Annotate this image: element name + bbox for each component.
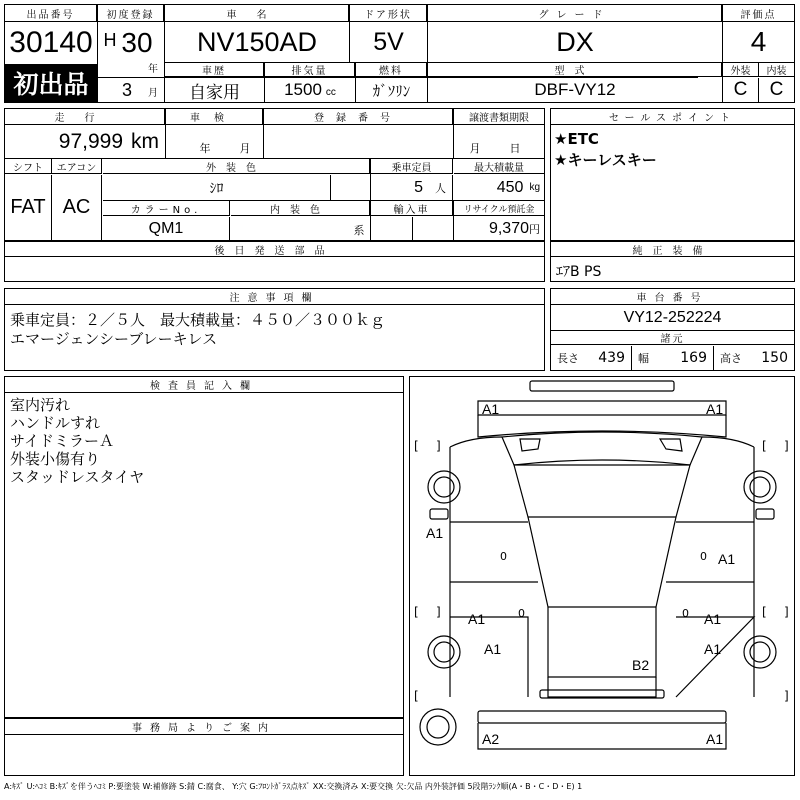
legend-text: A:ｷｽﾞ U:ﾍｺﾐ B:ｷｽﾞを伴うﾍｺﾐ P:要塗装 W:補修跡 S:錆 C:腐食、 Y:穴 G:ﾌﾛﾝﾄｶﾞﾗｽ点ｷｽﾞ XX:交換済み X:要交換 欠:欠品 内外装評価 5段階ﾗﾝｸ順(A・B・C・D・E) 1 [4, 782, 583, 791]
color-number: QM1 [103, 217, 230, 240]
air-conditioner: AC [52, 175, 102, 240]
recycle-value: 9,370 [488, 219, 529, 237]
bracket-mark: ] [784, 605, 789, 619]
load-unit: kg [529, 182, 540, 193]
height-value: 150 [761, 350, 788, 366]
height-label: 高さ [720, 352, 742, 365]
damage-diagram [409, 376, 795, 776]
damage-mark: A1 [704, 611, 722, 627]
damage-mark: A1 [482, 401, 500, 417]
shift-label: シフト [5, 159, 52, 174]
bracket-mark: [ [414, 439, 419, 453]
mileage [5, 126, 165, 158]
inspector-line-1: 室内汚れ [10, 396, 71, 414]
disp-unit: cc [325, 86, 336, 98]
capacity-label: 乗車定員 [371, 159, 453, 174]
reg-year: 30 [121, 27, 153, 58]
bracket-mark: ] [784, 689, 789, 703]
lot-number: 30140 [9, 26, 93, 59]
displacement [265, 78, 355, 102]
grade: DX [556, 26, 594, 57]
mileage-label: 走行 [5, 109, 165, 125]
transfer-label: 譲渡書類期限 [454, 109, 544, 125]
sales-point-section [550, 108, 795, 241]
int-label: 内装 [759, 63, 794, 77]
load-label: 最大積載量 [454, 159, 544, 174]
chassis-number: VY12-252224 [623, 309, 722, 326]
bracket-mark: [ [414, 605, 419, 619]
damage-mark: A2 [482, 731, 500, 747]
disp-value: 1500 [284, 80, 322, 99]
spec-label: 諸元 [551, 330, 794, 345]
length-label: 長さ [557, 352, 579, 365]
damage-mark: A1 [426, 525, 444, 541]
plate-label: 登録番号 [264, 109, 453, 125]
chassis-label: 車台番号 [551, 289, 794, 305]
inspector-line-4: 外装小傷有り [10, 450, 101, 468]
damage-mark: A1 [718, 551, 736, 567]
notice-line-1: 乗車定員：２／５人 最大積載量：４５０／３００ｋｇ [10, 311, 386, 329]
era: H [103, 29, 117, 50]
car-name: NV150AD [196, 26, 318, 57]
reg-label: 初度登録 [98, 5, 164, 22]
model-label: 型式 [428, 63, 722, 77]
car-label: 車名 [165, 5, 349, 22]
reg-month: 3 [121, 79, 132, 100]
damage-mark: A1 [706, 731, 724, 747]
sales-point-1: ★ETC [554, 130, 599, 148]
recycle-label: リサイクル預託金 [454, 201, 544, 216]
door-label: ドア形状 [350, 5, 427, 22]
bracket-mark: [ [414, 689, 419, 703]
load-value: 450 [496, 178, 524, 196]
handle-mark: 0 [500, 550, 507, 563]
ac-label: エアコン [52, 159, 102, 174]
notice-label: 注意事項欄 [5, 289, 544, 305]
bracket-mark: ] [436, 439, 441, 453]
length [551, 346, 632, 370]
import-label: 輸入車 [371, 201, 453, 216]
inspector-line-2: ハンドルすれ [10, 414, 101, 432]
year-unit: 年 [148, 63, 158, 75]
inspector-line-3: サイドミラーＡ [10, 432, 114, 450]
recycle-deposit [454, 217, 544, 240]
intcolor-unit: 系 [353, 224, 365, 237]
damage-mark: A1 [706, 401, 724, 417]
shift: FAT [5, 175, 52, 240]
color-label: 外装色 [103, 159, 370, 174]
grade-label: グレード [428, 5, 722, 22]
length-value: 439 [598, 350, 625, 366]
capacity-unit: 人 [435, 182, 446, 195]
colorno-label: カラーNo. [103, 201, 230, 216]
damage-mark: A1 [484, 641, 502, 657]
inspection-label: 車検 [166, 109, 263, 125]
damage-mark: A1 [468, 611, 486, 627]
bracket-mark: [ [762, 439, 767, 453]
car-outline-diagram [410, 377, 794, 775]
handle-mark: 0 [700, 550, 707, 563]
score-label: 評価点 [723, 5, 794, 22]
capacity [371, 175, 453, 200]
transfer-month-unit: 月 [469, 142, 481, 155]
width [632, 346, 714, 370]
handle-mark: 0 [682, 607, 689, 620]
bracket-mark: ] [436, 605, 441, 619]
notice-line-2: エマージェンシーブレーキレス [10, 330, 218, 348]
fuel: ｶﾞｿﾘﾝ [372, 81, 411, 100]
int-grade: C [769, 79, 784, 100]
mileage-value: 97,999 [58, 130, 123, 153]
capacity-value: 5 [414, 178, 423, 196]
later-parts-label: 後日発送部品 [5, 242, 544, 257]
recycle-unit: 円 [529, 223, 540, 236]
transfer-day-unit: 日 [509, 142, 521, 155]
handle-mark: 0 [518, 607, 525, 620]
bracket-mark: [ [762, 605, 767, 619]
ext-grade: C [723, 78, 759, 102]
first-listing-badge: 初出品 [5, 64, 97, 102]
damage-mark: A1 [704, 641, 722, 657]
sales-point-label: セールスポイント [551, 109, 794, 125]
exterior-color: ｼﾛ [209, 180, 224, 197]
inspect-month-unit: 月 [239, 142, 251, 155]
mileage-unit: km [131, 130, 159, 153]
inspector-line-5: スタッドレスタイヤ [10, 468, 145, 486]
max-load [454, 175, 544, 200]
inspector-label: 検査員記入欄 [5, 377, 403, 393]
bracket-mark: ] [784, 439, 789, 453]
office-label: 事務局よりご案内 [5, 719, 403, 735]
inspect-year-unit: 年 [199, 142, 211, 155]
ext-label: 外装 [723, 63, 759, 77]
history-label: 車歴 [165, 63, 264, 77]
lot-label: 出品番号 [5, 5, 97, 22]
equipment-label: 純正装備 [551, 242, 794, 257]
width-value: 169 [680, 350, 707, 366]
disp-label: 排気量 [265, 63, 355, 77]
intcolor-label: 内装色 [231, 201, 370, 216]
fuel-label: 燃料 [356, 63, 427, 77]
height [714, 346, 794, 370]
damage-mark: B2 [632, 657, 650, 673]
door-type: 5V [373, 27, 404, 56]
model-code: DBF-VY12 [534, 80, 616, 99]
equipment: ｴｱB PS [556, 264, 602, 280]
score: 4 [750, 26, 767, 57]
month-unit: 月 [148, 87, 158, 99]
history: 自家用 [189, 82, 240, 103]
width-label: 幅 [638, 352, 649, 365]
sales-point-2: ★キーレスキー [554, 151, 657, 169]
